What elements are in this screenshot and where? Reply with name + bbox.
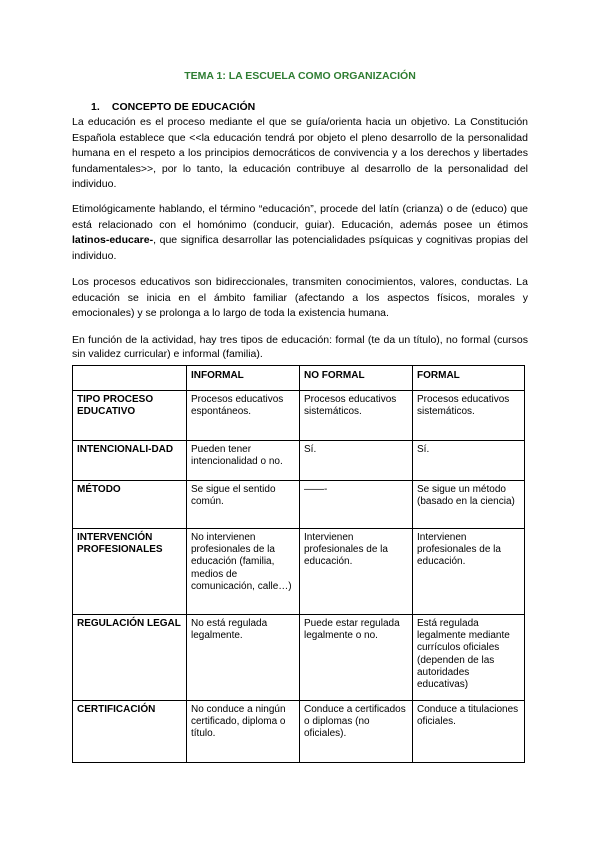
table-row xyxy=(73,529,525,615)
paragraph-processes: Los procesos educativos son bidireccionales, transmiten conocimientos, valores, conductas. La educación se inicia en el ámbito familiar (afectando a los aspectos físicos, morales y emocionales) y se prolonga a lo largo de toda la existencia humana. xyxy=(72,276,528,320)
table-header-cell: FORMAL xyxy=(413,366,525,391)
table-header-row xyxy=(73,366,525,391)
table-cell: Se sigue el sentido común. xyxy=(187,481,300,529)
section-number: 1. xyxy=(91,101,100,113)
section-heading-text: CONCEPTO DE EDUCACIÓN xyxy=(111,101,256,113)
etymology-text-end: , que significa desarrollar las potencialidades psíquicas y cognitivas propias del individuo. xyxy=(72,234,528,262)
table-cell: Conduce a titulaciones oficiales. xyxy=(413,701,525,763)
table-cell: Conduce a certificados o diplomas (no oficiales). xyxy=(300,701,413,763)
table-header-cell: NO FORMAL xyxy=(300,366,413,391)
table-row xyxy=(73,701,525,763)
table-cell: Sí. xyxy=(300,441,413,481)
paragraph-definition: La educación es el proceso mediante el que se guía/orienta hacia un objetivo. La Constitución Española establece que <<la educación tendrá por objeto el pleno desarrollo de la personalidad humana en el respeto a los principios democráticos de convivencia y a los derechos y libertades fundamentales>>, por lo tanto, la educación contribuye al desarrollo de la personalidad del individuo. xyxy=(72,116,528,191)
table-cell: Puede estar regulada legalmente o no. xyxy=(300,615,413,701)
etymology-text-start: Etimológicamente hablando, el término “educación”, procede del latín (crianza) o de (educo) que está relacionado con el homónimo (conducir, guiar). Educación, además posee un étimos xyxy=(72,203,528,231)
education-types-table xyxy=(72,365,525,763)
table-cell: Intervienen profesionales de la educación. xyxy=(413,529,525,615)
table-row-label: MÉTODO xyxy=(73,481,187,529)
table-cell: Procesos educativos sistemáticos. xyxy=(300,391,413,441)
table-cell: Pueden tener intencionalidad o no. xyxy=(187,441,300,481)
page-title: TEMA 1: LA ESCUELA COMO ORGANIZACIÓN xyxy=(184,70,416,82)
table-header-cell: INFORMAL xyxy=(187,366,300,391)
table-cell: Procesos educativos espontáneos. xyxy=(187,391,300,441)
table-row-label: INTENCIONALI-DAD xyxy=(73,441,187,481)
table-row xyxy=(73,441,525,481)
table-header-cell xyxy=(73,366,187,391)
table-cell: Intervienen profesionales de la educación. xyxy=(300,529,413,615)
table-cell: Sí. xyxy=(413,441,525,481)
paragraph-types: En función de la actividad, hay tres tipos de educación: formal (te da un título), no formal (cursos sin validez curricular) e informal (familia). xyxy=(72,334,528,360)
table-cell: Está regulada legalmente mediante currículos oficiales (dependen de las autoridades educativas) xyxy=(413,615,525,701)
table-cell: No está regulada legalmente. xyxy=(187,615,300,701)
table-row xyxy=(73,615,525,701)
table-cell: No conduce a ningún certificado, diploma o título. xyxy=(187,701,300,763)
paragraph-etymology xyxy=(72,202,528,264)
table-row-label: CERTIFICACIÓN xyxy=(73,701,187,763)
table-cell: Se sigue un método (basado en la ciencia) xyxy=(413,481,525,529)
section-heading xyxy=(91,101,255,113)
table-row xyxy=(73,391,525,441)
table-row xyxy=(73,481,525,529)
etymology-bold-term: latinos-educare- xyxy=(72,234,154,247)
table-cell: Procesos educativos sistemáticos. xyxy=(413,391,525,441)
table-cell: No intervienen profesionales de la educación (familia, medios de comunicación, calle…) xyxy=(187,529,300,615)
table-row-label: REGULACIÓN LEGAL xyxy=(73,615,187,701)
table-cell: ——- xyxy=(300,481,413,529)
table-row-label: INTERVENCIÓN PROFESIONALES xyxy=(73,529,187,615)
table-row-label: TIPO PROCESO EDUCATIVO xyxy=(73,391,187,441)
